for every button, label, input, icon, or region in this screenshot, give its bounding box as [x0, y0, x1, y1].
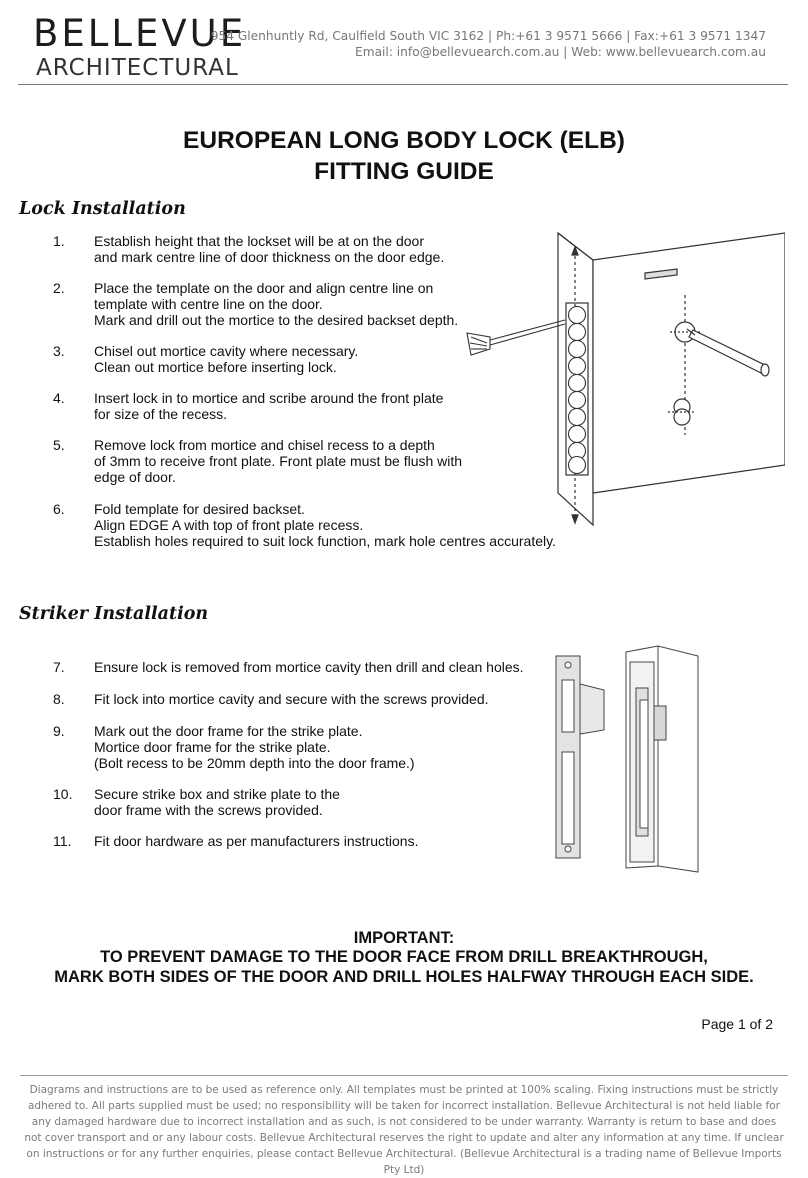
step-number: 1. [53, 233, 65, 249]
important-line-1: TO PREVENT DAMAGE TO THE DOOR FACE FROM DRILL BREAKTHROUGH, [100, 948, 708, 966]
step-text: Establish height that the lockset will be at on the door [94, 233, 424, 249]
step-number: 2. [53, 280, 65, 296]
step-text: template with centre line on the door. [94, 296, 323, 312]
step-number: 7. [53, 659, 65, 675]
step-text: edge of door. [94, 469, 176, 485]
step-text: and mark centre line of door thickness on the door edge. [94, 249, 445, 265]
section-heading-lock-installation: Lock Installation [19, 199, 186, 219]
page-number: Page 1 of 2 [701, 1016, 773, 1032]
strike-plate [556, 656, 604, 858]
drill-bit-edge [467, 320, 565, 355]
footer-disclaimer: Diagrams and instructions are to be used as reference only. All templates must be printed at 100% scaling. Fixing instructions must be strictly adhered to. All parts supplied must be used; no responsibility will be taken for incorrect installation. Bellevue Architectural is not held liable for any damaged hardware due to incorrect installation and as such, is not considered to be under warranty. Warranty is return to base and does not cover transport and or any labour costs. Bellevue Architectural reserves the right to update and alter any information at any time. If unclear on instructions or for any further enquiries, please contact Bellevue Architectural. (Bellevue Architectural is a trading name of Bellevue Imports Pty Ltd) [24, 1084, 784, 1176]
document-subtitle: FITTING GUIDE [314, 158, 494, 185]
step-number: 6. [53, 501, 65, 517]
header-divider [18, 84, 788, 85]
step-number: 3. [53, 343, 65, 359]
document-title: EUROPEAN LONG BODY LOCK (ELB) [183, 127, 625, 154]
step-text: Remove lock from mortice and chisel recess to a depth [94, 437, 435, 453]
step-text: Place the template on the door and align centre line on [94, 280, 434, 296]
step-number: 11. [53, 833, 72, 849]
step-text: door frame with the screws provided. [94, 802, 323, 818]
strike-plate-diagram [550, 640, 700, 880]
step-text: Insert lock in to mortice and scribe around the front plate [94, 390, 444, 406]
door-frame [626, 646, 698, 872]
step-text: (Bolt recess to be 20mm depth into the door frame.) [94, 755, 415, 771]
important-line-2: MARK BOTH SIDES OF THE DOOR AND DRILL HOLES HALFWAY THROUGH EACH SIDE. [54, 968, 754, 986]
step-text: Clean out mortice before inserting lock. [94, 359, 337, 375]
step-number: 5. [53, 437, 65, 453]
step-text: Chisel out mortice cavity where necessary. [94, 343, 359, 359]
footer-divider [20, 1075, 788, 1076]
step-text: Fit lock into mortice cavity and secure with the screws provided. [94, 691, 489, 707]
step-text: Fold template for desired backset. [94, 501, 305, 517]
contact-email-web: Email: info@bellevuearch.com.au | Web: www.bellevuearch.com.au [355, 45, 766, 59]
important-heading: IMPORTANT: [353, 929, 455, 947]
step-text: of 3mm to receive front plate. Front plate must be flush with [94, 453, 463, 469]
contact-address-phone: 954 Glenhuntly Rd, Caulfield South VIC 3162 | Ph:+61 3 9571 5666 | Fax:+61 3 9571 1347 [210, 29, 766, 43]
step-text: Mark and drill out the mortice to the desired backset depth. [94, 312, 459, 328]
step-text: Mark out the door frame for the strike plate. [94, 723, 363, 739]
step-number: 9. [53, 723, 65, 739]
step-number: 4. [53, 390, 65, 406]
step-text: Ensure lock is removed from mortice cavity then drill and clean holes. [94, 659, 524, 675]
step-number: 10. [53, 786, 73, 802]
step-number: 8. [53, 691, 65, 707]
logo-subtitle: ARCHITECTURAL [36, 55, 239, 81]
step-text: Align EDGE A with top of front plate recess. [94, 517, 364, 533]
step-text: Secure strike box and strike plate to the [94, 786, 340, 802]
step-text: Fit door hardware as per manufacturers instructions. [94, 833, 419, 849]
section-heading-striker-installation: Striker Installation [19, 604, 209, 624]
step-text: Mortice door frame for the strike plate. [94, 739, 331, 755]
step-text: Establish holes required to suit lock function, mark hole centres accurately. [94, 533, 556, 549]
logo-wordmark: BELLEVUE [33, 12, 247, 55]
step-text: for size of the recess. [94, 406, 228, 422]
door-mortice-diagram [465, 225, 785, 530]
